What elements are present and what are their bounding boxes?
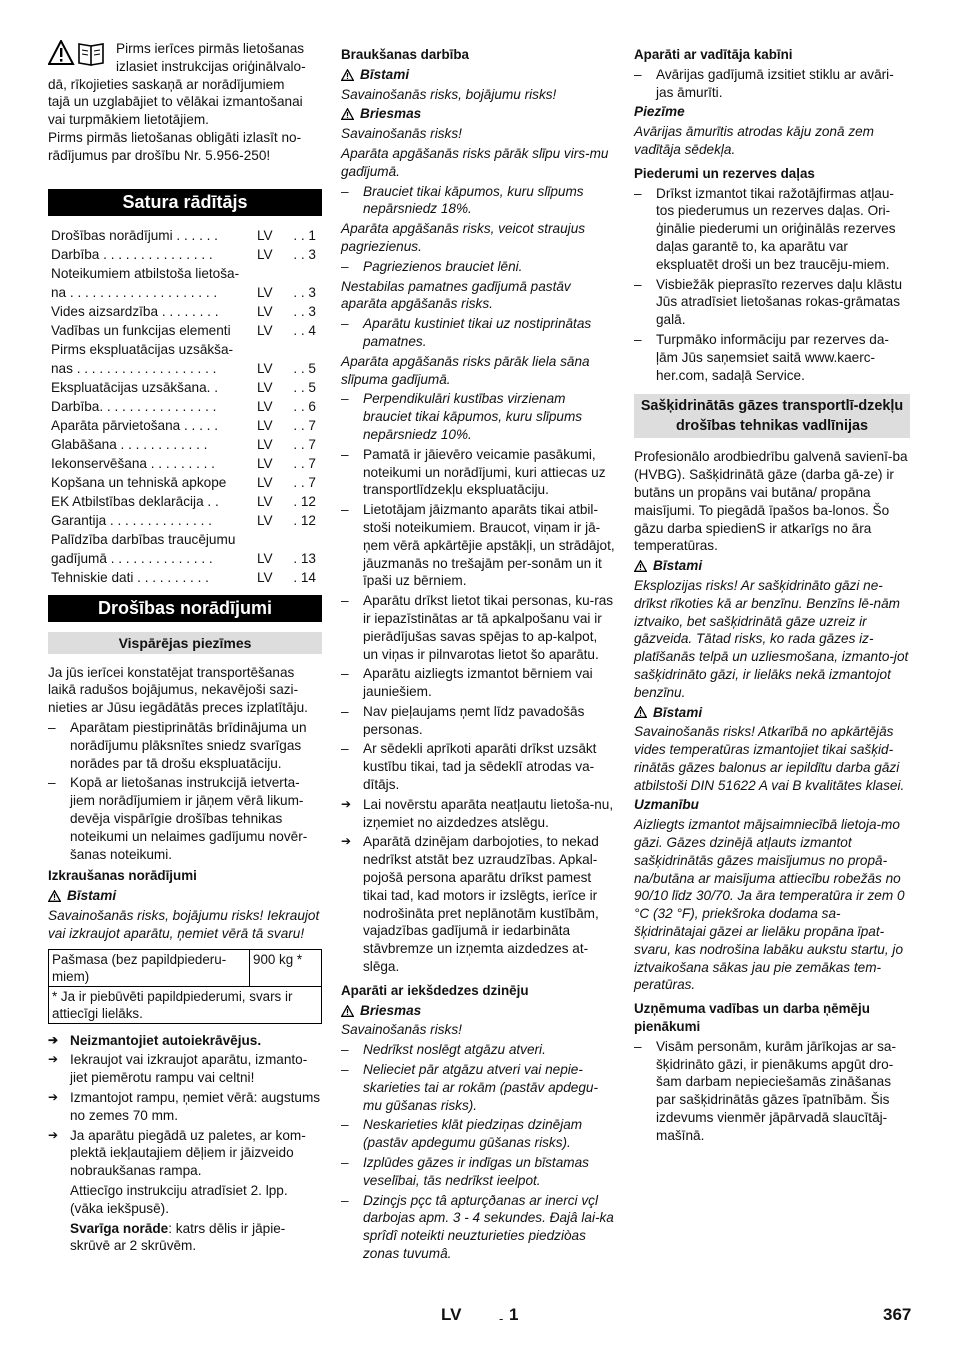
list-item: – Perpendikulāri kustības virzienam brauciet tikai kāpumos, kuru slīpums nepārsniedz 10%.	[341, 390, 615, 443]
toc-heading: Satura rādītājs	[48, 189, 322, 216]
toc-page: . 12	[293, 512, 316, 528]
toc-title: Garantija . . . . . . . . . . . . . .	[51, 512, 212, 528]
list-item: – Visbiežāk pieprasīto rezerves daļu klāstu Jūs atradīsiet lietošanas rokas-grāmatas galā.	[634, 276, 910, 329]
toc-page: . . 3	[293, 303, 316, 319]
unload-warning: Savainošanās risks, bojājumu risks! Iekraujot vai izkraujot aparātu, ņemiet vērā tā svaru!	[48, 907, 320, 941]
toc-title: Ekspluatācijas uzsākšana. .	[51, 379, 218, 395]
list-item: – Aparātu drīkst lietot tikai personas, ku-ras ir iepazīstinātas ar tā apkalpošanu vai ir pierādījušas savas spējas to ap-kalpot, un viņas ir pilnvarotas lietot šo aparātu.	[341, 592, 615, 663]
toc-title: Noteikumiem atbilstoša lietoša-	[51, 265, 240, 281]
attention-text: Aizliegts izmantot mājsaimniecībā lietoja-mo gāzi. Gāzes dzinējā atļauts izmantot sašķidrinātās gāzes maisījumus no propā-na/butāna ar maisījuma attiecību robežās no 90/10 līdz 30/70. Ja āra temperatūra ir zem 0 °C (32 °F), priekšroka dodama sa-šķidrinātajai gāzei ar lielāku propāna īpat-svaru, kas nodrošina labāku aukstu startu, jo iztvaikošana sākas jau pie zemākas tem-peratūras.	[634, 817, 905, 993]
toc-row	[48, 378, 322, 397]
caution-text: Briesmas	[360, 106, 422, 122]
toc-page: . . 5	[293, 360, 316, 376]
list-item: – Aparātu kustiniet tikai uz nostiprinātas pamatnes.	[341, 315, 615, 351]
toc-language: LV	[257, 398, 273, 414]
toc-page	[291, 530, 322, 549]
intro-text-2: Pirms pirmās lietošanas obligāti izlasīt no-rādījumus par drošību Nr. 5.956-250!	[48, 129, 302, 163]
toc-language: LV	[257, 436, 273, 452]
caution-label	[341, 105, 615, 123]
weight-note: * Ja ir piebūvēti papildpiederumi, svars ir attiecīgi lielāks.	[49, 986, 322, 1023]
list-item: – Pagriezienos brauciet lēni.	[341, 258, 615, 276]
toc-title: Drošības norādījumi . . . . . .	[51, 227, 218, 243]
list-item: ➔ Ja aparātu piegādā uz paletes, ar kom-plektā iekļautajiem dēļiem ir jāizveido nobraukšanas rampa.	[48, 1127, 322, 1180]
toc-language	[251, 340, 291, 359]
drive-warning: Savainošanās risks, bojājumu risks!	[341, 86, 557, 102]
warning-triangle-icon	[634, 706, 647, 718]
toc-page: . . 7	[293, 436, 316, 452]
footer-page-marker: 1	[509, 1305, 519, 1324]
column-1	[48, 40, 322, 1257]
toc-language: LV	[257, 379, 273, 395]
drive-list	[341, 446, 615, 976]
danger-text: Bīstami	[653, 558, 703, 574]
danger-text: Bīstami	[67, 888, 117, 904]
unload-extra: Attiecīgo instrukciju atradīsiet 2. lpp. (vāka iekšpusē).	[70, 1182, 288, 1216]
list-item: ➔ Iekraujot vai izkraujot aparātu, izmanto-jiet piemērotu rampu vai celtni!	[48, 1051, 322, 1087]
list-item: – Avārijas gadījumā izsitiet stiklu ar avāri-jas āmurīti.	[634, 66, 910, 102]
toc-language: LV	[257, 360, 273, 376]
toc-title: Palīdzība darbības traucējumu	[51, 531, 236, 547]
toc-language: LV	[257, 550, 273, 566]
list-item: – Pamatā ir jāievēro veicamie pasākumi, noteikumi un norādījumi, kuri attiecas uz transportlīdzekļu ekspluatāciju.	[341, 446, 615, 499]
toc-page: . . 4	[293, 322, 316, 338]
list-item: – Nav pieļaujams ņemt līdz pavadošās personas.	[341, 703, 615, 739]
toc-row	[48, 264, 322, 283]
list-item: – Izplūdes gāzes ir indīgas un bīstamas veselībai, tās nedrīkst ieelpot.	[341, 1154, 615, 1190]
toc-title: Vadības un funkcijas elementi	[51, 322, 231, 338]
list-item: – Neskarieties klāt piedziņas dzinējam (pastāv apdegumu gūšanas risks).	[341, 1116, 615, 1152]
lpg-heading: Sašķidrinātās gāzes transportlī-dzekļu drošības tehnikas vadlīnijas	[634, 394, 910, 438]
toc-page: . . 6	[293, 398, 316, 414]
toc-page: . . 7	[293, 474, 316, 490]
toc-language: LV	[257, 512, 273, 528]
warning-triangle-icon	[634, 560, 647, 572]
intro-line: Pirms ierīces pirmās lietošanas	[116, 41, 305, 56]
note-heading: Piezīme	[634, 104, 685, 120]
important-note	[48, 1220, 322, 1256]
list-item: ➔ Aparātā dzinējam darbojoties, to nekad nedrīkst atstāt bez uzraudzības. Apkal-pojošā persona aparātu drīkst pamest tikai tad, kad motors ir izslēgts, ierīce ir nodrošināta pret neplānotām kustībām, vajadzības gadījumā ir iedarbināta stāvbremze un izņemta aizdedzes at-slēga.	[341, 833, 615, 975]
toc-title: Pirms ekspluatācijas uzsākša-	[51, 341, 234, 357]
danger-label	[634, 557, 910, 575]
toc-page: . 13	[293, 550, 316, 566]
slope-text: Aparāta apgāšanās risks pārāk liela sāna slīpuma gadījumā.	[341, 353, 590, 387]
engine-warning: Savainošanās risks!	[341, 1022, 462, 1038]
toc-page: . . 3	[293, 246, 316, 262]
intro-line: dā, rīkojieties saskaņā ar norādījumiem	[48, 76, 285, 92]
warning-triangle-icon	[48, 890, 61, 902]
safety-heading: Drošības norādījumi	[48, 595, 322, 622]
unload-heading: Izkraušanas norādījumi	[48, 868, 197, 884]
intro-line: tajā un uzglabājiet to vēlākai izmantošanai	[48, 94, 303, 110]
toc-title: gadījumā . . . . . . . . . . . . . .	[51, 550, 213, 566]
weight-value: 900 kg *	[250, 949, 322, 986]
danger-text: Bīstami	[653, 704, 703, 720]
intro-line: vai turpmākiem lietotājiem.	[48, 112, 209, 128]
intro-line: izlasiet instrukcijas oriģinālvalo-	[116, 58, 306, 74]
toc-title: Darbība. . . . . . . . . . . . . . . .	[51, 398, 217, 414]
toc-row	[48, 321, 322, 340]
danger-text: Bīstami	[360, 66, 410, 82]
toc-language: LV	[257, 455, 273, 471]
attention-heading: Uzmanību	[634, 797, 699, 813]
toc-row	[48, 473, 322, 492]
important-label: Svarīga norāde	[70, 1220, 169, 1236]
toc-title: EK Atbilstības deklarācija . .	[51, 493, 219, 509]
intro	[48, 40, 322, 165]
important-text: : katrs dēlis ir jāpie-skrūvē ar 2 skrūvēm.	[70, 1220, 286, 1254]
toc-language: LV	[257, 246, 273, 262]
toc-language	[251, 530, 291, 549]
list-item: – Turpmāko informāciju par rezerves da-ļām Jūs saņemsiet saitā www.kaerc-her.com, sadaļā Service.	[634, 331, 910, 384]
toc-language: LV	[257, 322, 273, 338]
general-list	[48, 719, 322, 863]
toc-row	[48, 340, 322, 359]
list-item: – Lietotājam jāizmanto aparāts tikai atbil-stoši noteikumiem. Braucot, viņam ir jā-ņem vērā apkārtējie apstākļi, un strādājot, jāuzmanās no trešajām per-sonām un it īpaši uz bērniem.	[341, 501, 615, 590]
toc-language: LV	[257, 303, 273, 319]
footer-page-number: 367	[883, 1305, 912, 1324]
danger-label	[48, 887, 322, 905]
toc-row	[48, 359, 322, 378]
toc-page: . 14	[293, 569, 316, 585]
toc-page: . . 7	[293, 417, 316, 433]
danger-label	[634, 704, 910, 722]
engine-list	[341, 1041, 615, 1263]
toc-title: Darbība . . . . . . . . . . . . . . .	[51, 246, 213, 262]
footer-dash: -	[499, 1311, 504, 1326]
warning-triangle-icon	[341, 1005, 354, 1017]
accessories-list	[634, 185, 910, 385]
note-text: Avārijas āmurītis atrodas kāju zonā zem vadītāja sēdekļa.	[634, 124, 875, 157]
toc-title: na . . . . . . . . . . . . . . . . . . . .	[51, 284, 218, 300]
duties-heading: Uzņēmuma vadības un darba ņēmēju pienākumi	[634, 1001, 870, 1035]
toc-language: LV	[257, 227, 273, 243]
list-item: – Aparātam piestiprinātās brīdinājuma un norādījumu plāksnītes sniedz svarīgas norādes par tā drošu ekspluatāciju.	[48, 719, 322, 772]
slope-text: Nestabilas pamatnes gadījumā pastāv aparāta apgāšanās risks.	[341, 278, 571, 312]
list-item: – Ar sēdekli aprīkoti aparāti drīkst uzsākt kustību tikai, tad ja sēdeklī atrodas va-dītājs.	[341, 740, 615, 793]
drive-heading: Braukšanas darbība	[341, 47, 470, 62]
list-item: – Nelieciet pār atgāzu atveri vai nepie-skarieties tai ar rokām (pastāv apdegu-mu gūšanas risks).	[341, 1061, 615, 1114]
toc-row	[48, 226, 322, 245]
toc-row	[48, 454, 322, 473]
toc-row	[48, 283, 322, 302]
cab-heading: Aparāti ar vadītāja kabīni	[634, 47, 793, 62]
toc-page	[291, 264, 322, 283]
slope-text: Aparāta apgāšanās risks, veicot straujus pagriezienus.	[341, 221, 586, 254]
toc-page: . 12	[293, 493, 316, 509]
toc-row	[48, 245, 322, 264]
footer-language: LV	[441, 1305, 462, 1324]
list-item: ➔ Lai novērstu aparāta neatļautu lietoša-nu, izņemiet no aizdedzes atslēgu.	[341, 796, 615, 832]
lpg-paragraph: Profesionālo arodbiedrību galvenā savienī-ba (HVBG). Sašķidrinātā gāze (darba gā-ze) ir butāns un propāns vai butāna/ propāna maisījumi. To piegādā īpašos ba-lonos. Šo gāzu darba spiedienS ir atkarīgs no āra temperatūras.	[634, 449, 908, 554]
toc-language: LV	[257, 474, 273, 490]
table-of-contents	[48, 226, 322, 587]
toc-language: LV	[257, 417, 273, 433]
list-item: – Visām personām, kurām jārīkojas ar sa-šķidrināto gāzi, ir pienākums apgūt dro-šam darbam nepieciešamās zināšanas par sašķidrinātās gāzes īpatnībām. Šis izdevums vienmēr jāpārvadā slaucītāj-mašīnā.	[634, 1038, 910, 1145]
toc-page: . . 5	[293, 379, 316, 395]
list-item: – Dzinçjs pçc tâ apturçðanas ar inerci vçl darbojas apm. 3 - 4 sekundes. Ðajâ lai-ka sprîdî noteikti neuzturieties piedziòas zonas tuvumâ.	[341, 1192, 615, 1263]
column-2	[341, 46, 615, 1265]
column-3	[634, 46, 910, 1147]
general-notes-heading: Vispārējas piezīmes	[48, 632, 322, 654]
general-paragraph: Ja jūs ierīcei konstatējat transportēšanas laikā radušos bojājumus, nekavējoši sazi-nieties ar Jūsu iegādātās preces izplatītāju.	[48, 664, 308, 716]
toc-row	[48, 397, 322, 416]
toc-title: Vides aizsardzība . . . . . . . .	[51, 303, 219, 319]
toc-title: Tehniskie dati . . . . . . . . . .	[51, 569, 209, 585]
toc-row	[48, 416, 322, 435]
toc-page	[291, 340, 322, 359]
drive-warning-2: Savainošanās risks!	[341, 126, 462, 142]
danger-label	[341, 66, 615, 84]
toc-row	[48, 549, 322, 568]
list-item: – Brauciet tikai kāpumos, kuru slīpums nepārsniedz 18%.	[341, 183, 615, 219]
list-item: – Aparātu aizliegts izmantot bērniem vai jauniešiem.	[341, 665, 615, 701]
toc-language: LV	[257, 284, 273, 300]
warning-triangle-icon	[341, 69, 354, 81]
accessories-heading: Piederumi un rezerves daļas	[634, 165, 815, 181]
toc-title: nas . . . . . . . . . . . . . . . . . . .	[51, 360, 217, 376]
list-item: ➔ Izmantojot rampu, ņemiet vērā: augstums no zemes 70 mm.	[48, 1089, 322, 1125]
toc-row	[48, 568, 322, 587]
weight-label: Pašmasa (bez papildpiederu-miem)	[49, 949, 250, 986]
toc-language: LV	[257, 569, 273, 585]
unload-list	[48, 1032, 322, 1180]
caution-text: Briesmas	[360, 1002, 422, 1018]
toc-language: LV	[257, 493, 273, 509]
lpg-warning-2: Savainošanās risks! Atkarībā no apkārtējās vides temperatūras izmantojiet tikai sašķid-rinātās gāzes balonus ar iepildītu darba gāzi atbilstoši DIN 51622 A vai B kvalitātes klasei.	[634, 724, 905, 793]
lpg-warning-1: Eksplozijas risks! Ar sašķidrināto gāzi ne-drīkst rīkoties kā ar benzīnu. Benzīns lē-nām iztvaiko, bet sašķidrinātā gāze uzreiz ir gāzveida. Tātad risks, ko rada gāzes iz-platīšanās telpā un uzliesmošana, izmanto-jot sašķidrināto gāzi, ir lielāks nekā izmantojot benzīnu.	[634, 577, 909, 700]
toc-row	[48, 435, 322, 454]
toc-page: . . 7	[293, 455, 316, 471]
list-item: – Drīkst izmantot tikai ražotājfirmas atļau-tos piederumus un rezerves daļas. Ori-ģinālie piederumi un oriģinālās rezerves daļas garantē to, ka aparātu var ekspluatēt droši un bez traucēju-miem.	[634, 185, 910, 274]
toc-page: . . 3	[293, 284, 316, 300]
caution-label	[341, 1002, 615, 1020]
slope-text: Aparāta apgāšanās risks pārāk slīpu virs-mu gadījumā.	[341, 145, 609, 179]
toc-row	[48, 530, 322, 549]
warning-manual-icon	[48, 40, 106, 66]
toc-row	[48, 492, 322, 511]
toc-title: Iekonservēšana . . . . . . . . .	[51, 455, 215, 471]
toc-row	[48, 511, 322, 530]
list-item: – Nedrīkst noslēgt atgāzu atveri.	[341, 1041, 615, 1059]
warning-triangle-icon	[341, 108, 354, 120]
list-item: ➔ Neizmantojiet autoiekrāvējus.	[48, 1032, 322, 1050]
list-item: – Kopā ar lietošanas instrukcijā ietverta-jiem norādījumiem ir jāņem vērā likum-devēja vispārīgie drošības tehnikas noteikumi un nelaimes gadījumu novēr-šanas noteikumi.	[48, 774, 322, 863]
toc-page: . . 1	[293, 227, 316, 243]
weight-table	[48, 949, 322, 1024]
toc-title: Kopšana un tehniskā apkope	[51, 474, 227, 490]
toc-row	[48, 302, 322, 321]
toc-title: Aparāta pārvietošana . . . . .	[51, 417, 218, 433]
toc-language	[251, 264, 291, 283]
toc-title: Glabāšana . . . . . . . . . . . .	[51, 436, 208, 452]
engine-heading: Aparāti ar iekšdedzes dzinēju	[341, 982, 529, 998]
